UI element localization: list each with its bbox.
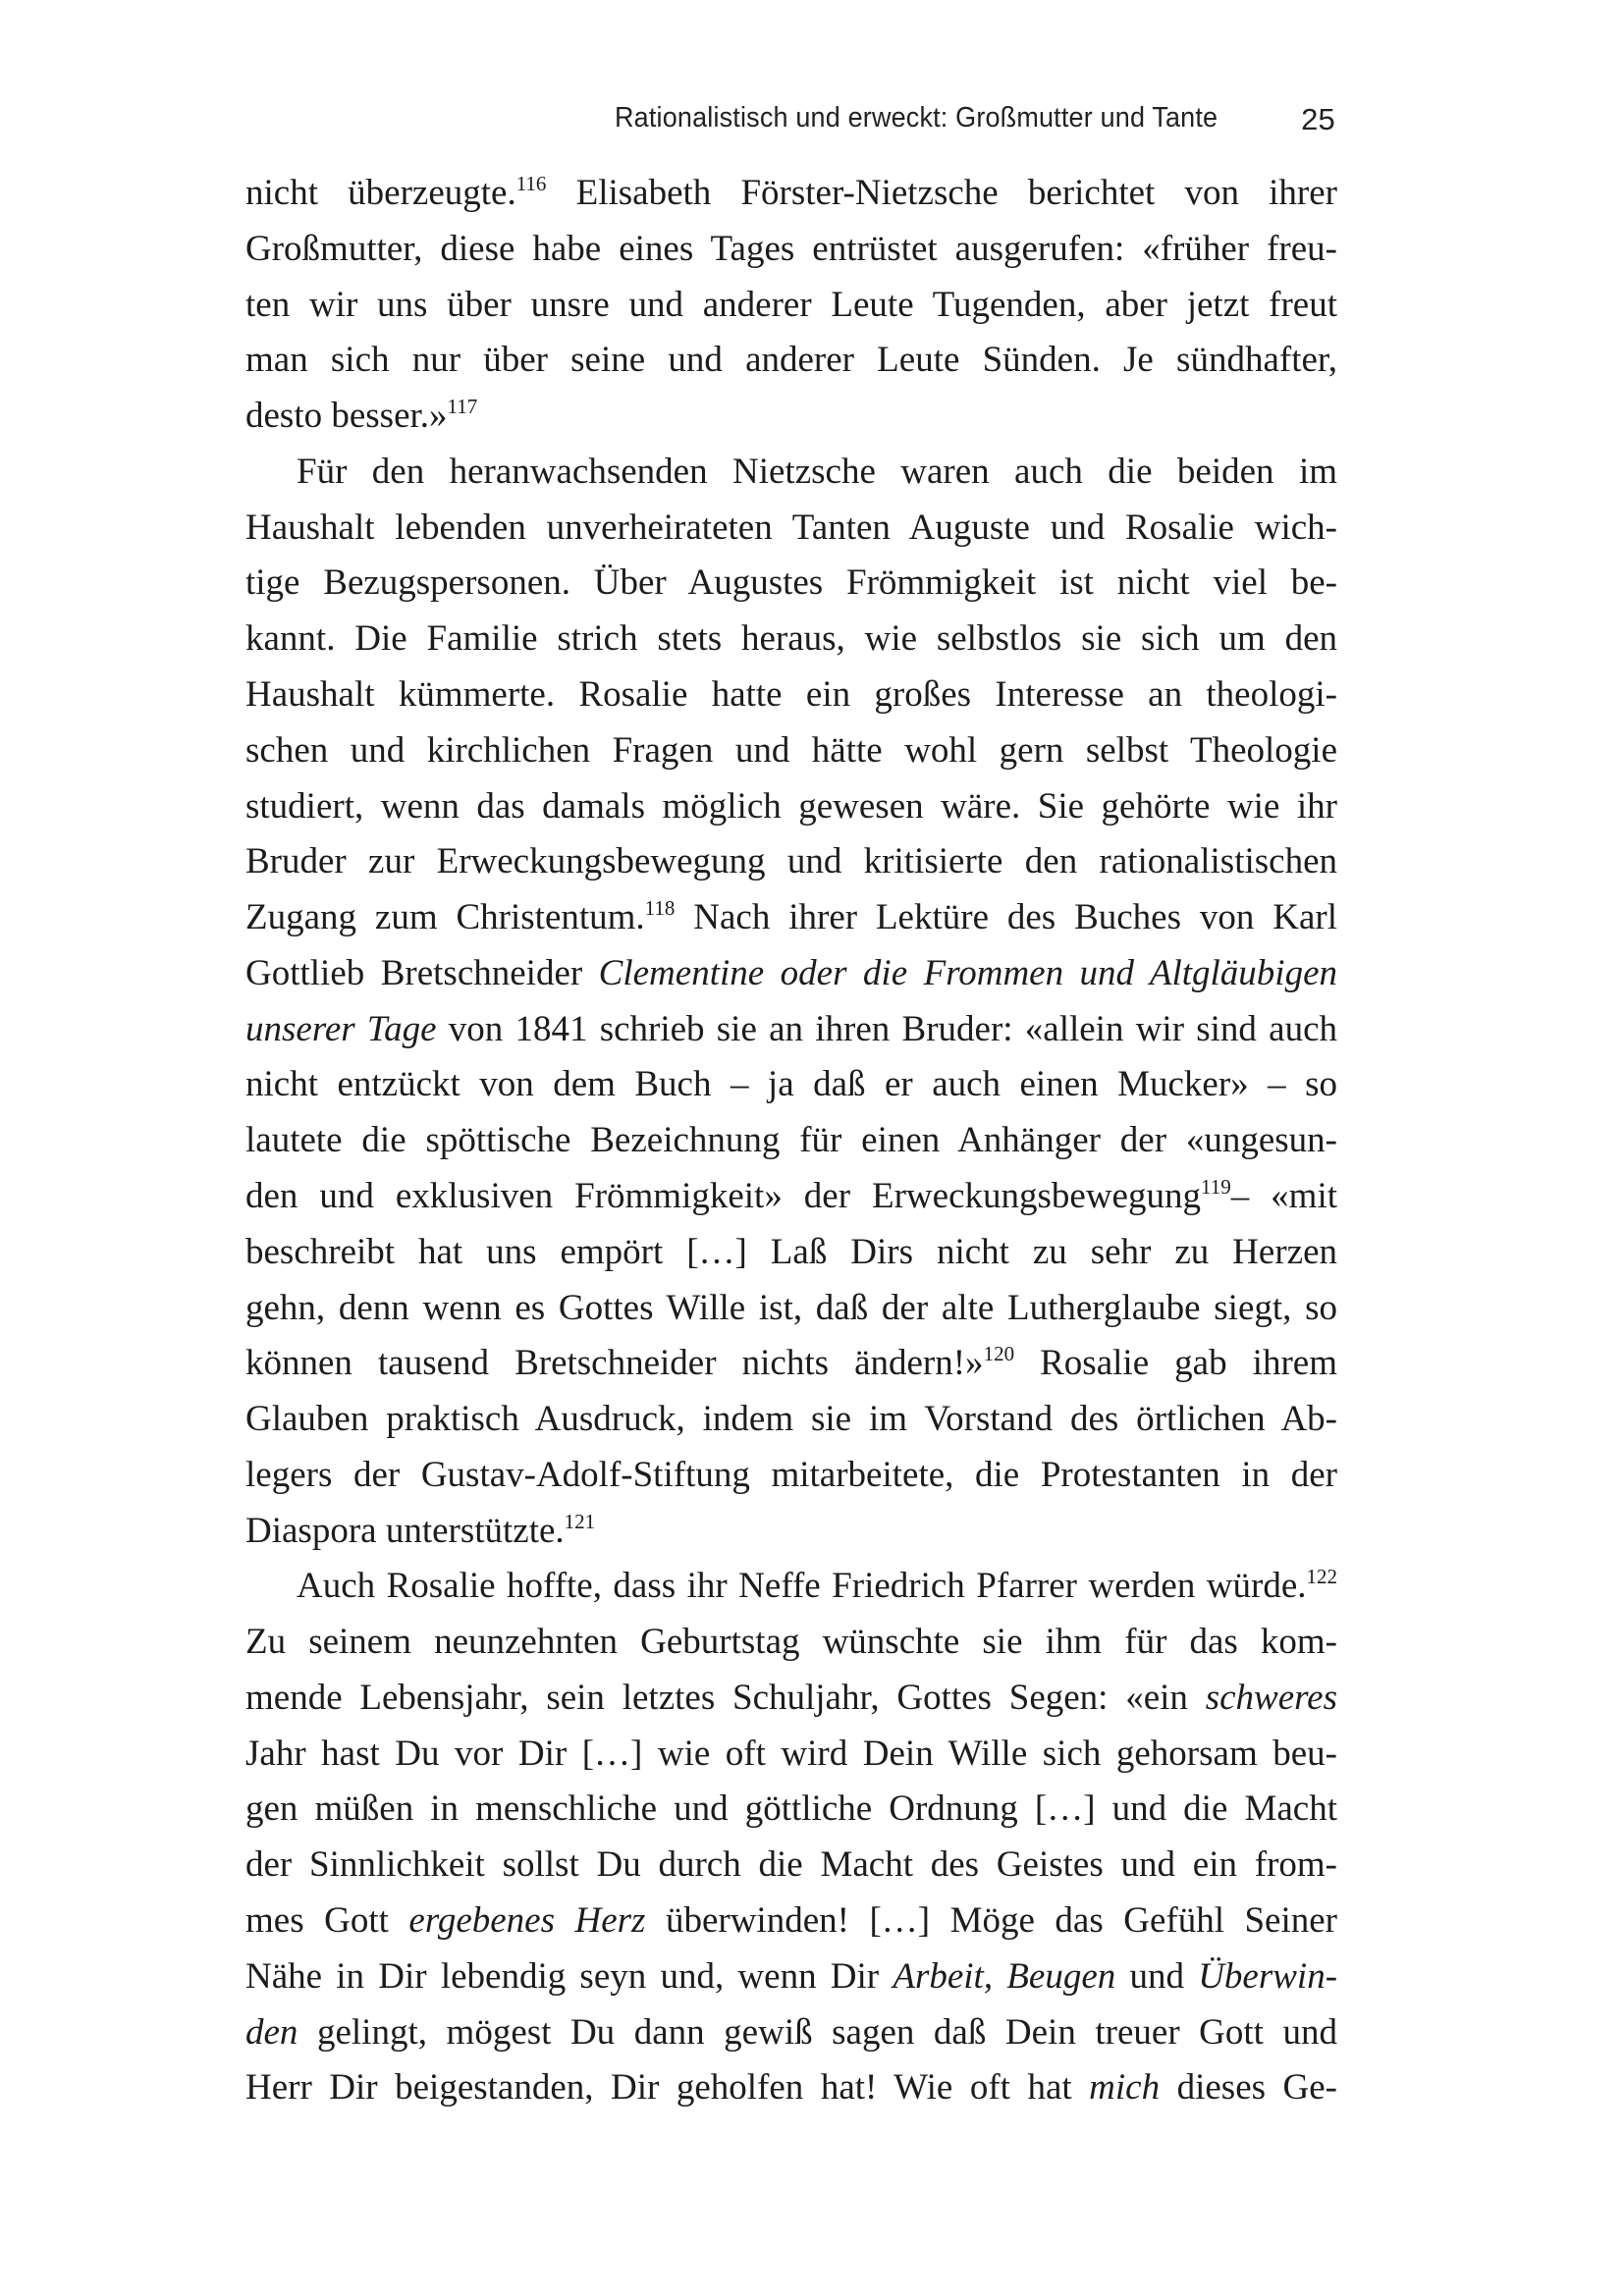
italic-text: unserer Tage [245,1008,437,1049]
text-line [245,556,1337,611]
text-line [245,389,1337,444]
text-line [245,612,1337,667]
text-line [245,723,1337,778]
text-run: nicht entzückt von dem Buch – ja daß er auch einen Mucker» – so [245,1064,1337,1105]
italic-text: Arbeit, Beugen [893,1955,1116,1997]
footnote-reference[interactable]: 119 [1200,1174,1231,1199]
running-head [601,102,1335,141]
text-run: Bruder zur Erweckungsbewegung und kritisierte den rationalistischen [245,841,1337,882]
text-run: Nach ihrer Lektüre des Buches von Karl [675,897,1337,938]
text-run: Für den heranwachsenden Nietzsche waren auch die beiden im [297,451,1337,492]
text-line [245,834,1337,889]
italic-text: den [245,2011,298,2053]
text-run: studiert, wenn das damals möglich gewesen wäre. Sie gehörte wie ihr [245,785,1337,827]
footnote-reference[interactable]: 120 [983,1342,1015,1366]
text-run: man sich nur über seine und anderer Leute Sünden. Je sündhafter, [245,340,1337,381]
text-run: gehn, denn wenn es Gottes Wille ist, daß der alte Lutherglaube siegt, so [245,1287,1337,1328]
text-run: kannt. Die Familie strich stets heraus, wie selbstlos sie sich um den [245,618,1337,660]
footnote-reference[interactable]: 116 [515,172,547,195]
text-line [245,1225,1337,1280]
text-run: gen müßen in menschliche und göttliche Ordnung […] und die Macht [245,1789,1337,1830]
text-run: mende Lebensjahr, sein letztes Schuljahr, Gottes Segen: «ein [245,1677,1206,1718]
italic-text: ergebenes Herz [408,1900,646,1942]
footnote-reference[interactable]: 121 [564,1509,596,1533]
text-line [245,2005,1337,2060]
text-run: der Sinnlichkeit sollst Du durch die Macht des Geistes und ein from- [245,1844,1337,1886]
text-line [245,1113,1337,1168]
text-run: können tausend Bretschneider nichts ändern!» [245,1343,984,1384]
text-run: Nähe in Dir lebendig seyn und, wenn Dir [245,1955,893,1997]
text-line [245,1949,1337,2004]
text-line [245,1169,1337,1224]
text-run: von 1841 schrieb sie an ihren Bruder: «allein wir sind auch [436,1008,1337,1049]
text-line [245,946,1337,1001]
text-line [245,1281,1337,1336]
text-run: Herr Dir beigestanden, Dir geholfen hat! Wie oft hat [245,2067,1090,2109]
text-run: Zu seinem neunzehnten Geburtstag wünschte sie ihm für das kom- [245,1622,1337,1663]
text-line [245,445,1337,500]
text-line [245,890,1337,945]
text-line [245,1057,1337,1112]
text-run: – «mit [1230,1175,1338,1216]
text-run: mes Gott [245,1900,409,1942]
text-line [245,1448,1337,1503]
text-line [245,2060,1337,2115]
text-line [245,779,1337,834]
text-run: tige Bezugspersonen. Über Augustes Frömmigkeit ist nicht viel be- [245,562,1337,604]
italic-text: Clementine oder die Frommen und Altgläubigen [598,952,1337,993]
text-run: schen und kirchlichen Fragen und hätte wohl gern selbst Theologie [245,729,1337,771]
text-run: Haushalt lebenden unverheirateten Tanten Auguste und Rosalie wich- [245,507,1337,548]
running-head-title: Rationalistisch und erweckt: Großmutter und Tante [615,102,1218,133]
text-run: Haushalt kümmerte. Rosalie hatte ein großes Interesse an theologi- [245,673,1337,715]
text-line [245,1838,1337,1893]
italic-text: mich [1089,2067,1161,2109]
text-run: Auch Rosalie hoffte, dass ihr Neffe Friedrich Pfarrer werden würde. [297,1566,1307,1607]
text-run: überwinden! […] Möge das Gefühl Seiner [645,1900,1337,1942]
text-line [245,1894,1337,1949]
text-line [245,1392,1337,1447]
text-line [245,1615,1337,1670]
text-run: Großmutter, diese habe eines Tages entrüstet ausgerufen: «früher freu- [245,228,1337,269]
text-run: Zugang zum Christentum. [245,897,645,938]
text-line [245,222,1337,277]
text-run: ten wir uns über unsre und anderer Leute Tugenden, aber jetzt freut [245,284,1337,325]
text-run: beschreibt hat uns empört […] Laß Dirs nicht zu sehr zu Herzen [245,1231,1337,1272]
text-line [245,278,1337,333]
italic-text: Überwin- [1198,1955,1338,1997]
text-run: Elisabeth Förster-Nietzsche berichtet von ihrer [546,173,1337,213]
text-line [245,333,1337,388]
text-run: nicht überzeugte. [245,173,516,213]
text-line [245,1559,1337,1614]
text-line [245,501,1337,556]
text-run: Glauben praktisch Ausdruck, indem sie im Vorstand des örtlichen Ab- [245,1399,1337,1440]
text-line [245,1782,1337,1837]
text-run: Rosalie gab ihrem [1014,1343,1337,1384]
text-run: desto besser.» [245,396,448,437]
footnote-reference[interactable]: 118 [644,896,676,921]
text-line [245,1336,1337,1391]
text-run: legers der Gustav-Adolf-Stiftung mitarbeitete, die Protestanten in der [245,1454,1337,1495]
page-number: 25 [1301,102,1335,136]
footnote-reference[interactable]: 122 [1306,1565,1337,1589]
text-run: Diaspora unterstützte. [245,1510,565,1551]
text-run: Jahr hast Du vor Dir […] wie oft wird Dein Wille sich gehorsam beu- [245,1733,1337,1774]
text-run: und [1115,1955,1199,1997]
text-line [245,166,1337,221]
italic-text: schweres [1205,1677,1337,1718]
text-run: den und exklusiven Frömmigkeit» der Erweckungsbewegung [245,1175,1201,1216]
text-line [245,667,1337,722]
text-line [245,1671,1337,1726]
text-run: dieses Ge- [1160,2067,1337,2109]
text-run: lautete die spöttische Bezeichnung für einen Anhänger der «ungesun- [245,1120,1337,1161]
text-line [245,1504,1337,1559]
footnote-reference[interactable]: 117 [447,395,478,419]
text-line [245,1727,1337,1782]
text-run: Gottlieb Bretschneider [245,952,599,993]
text-run: gelingt, mögest Du dann gewiß sagen daß Dein treuer Gott und [298,2011,1337,2053]
text-line [245,1002,1337,1057]
